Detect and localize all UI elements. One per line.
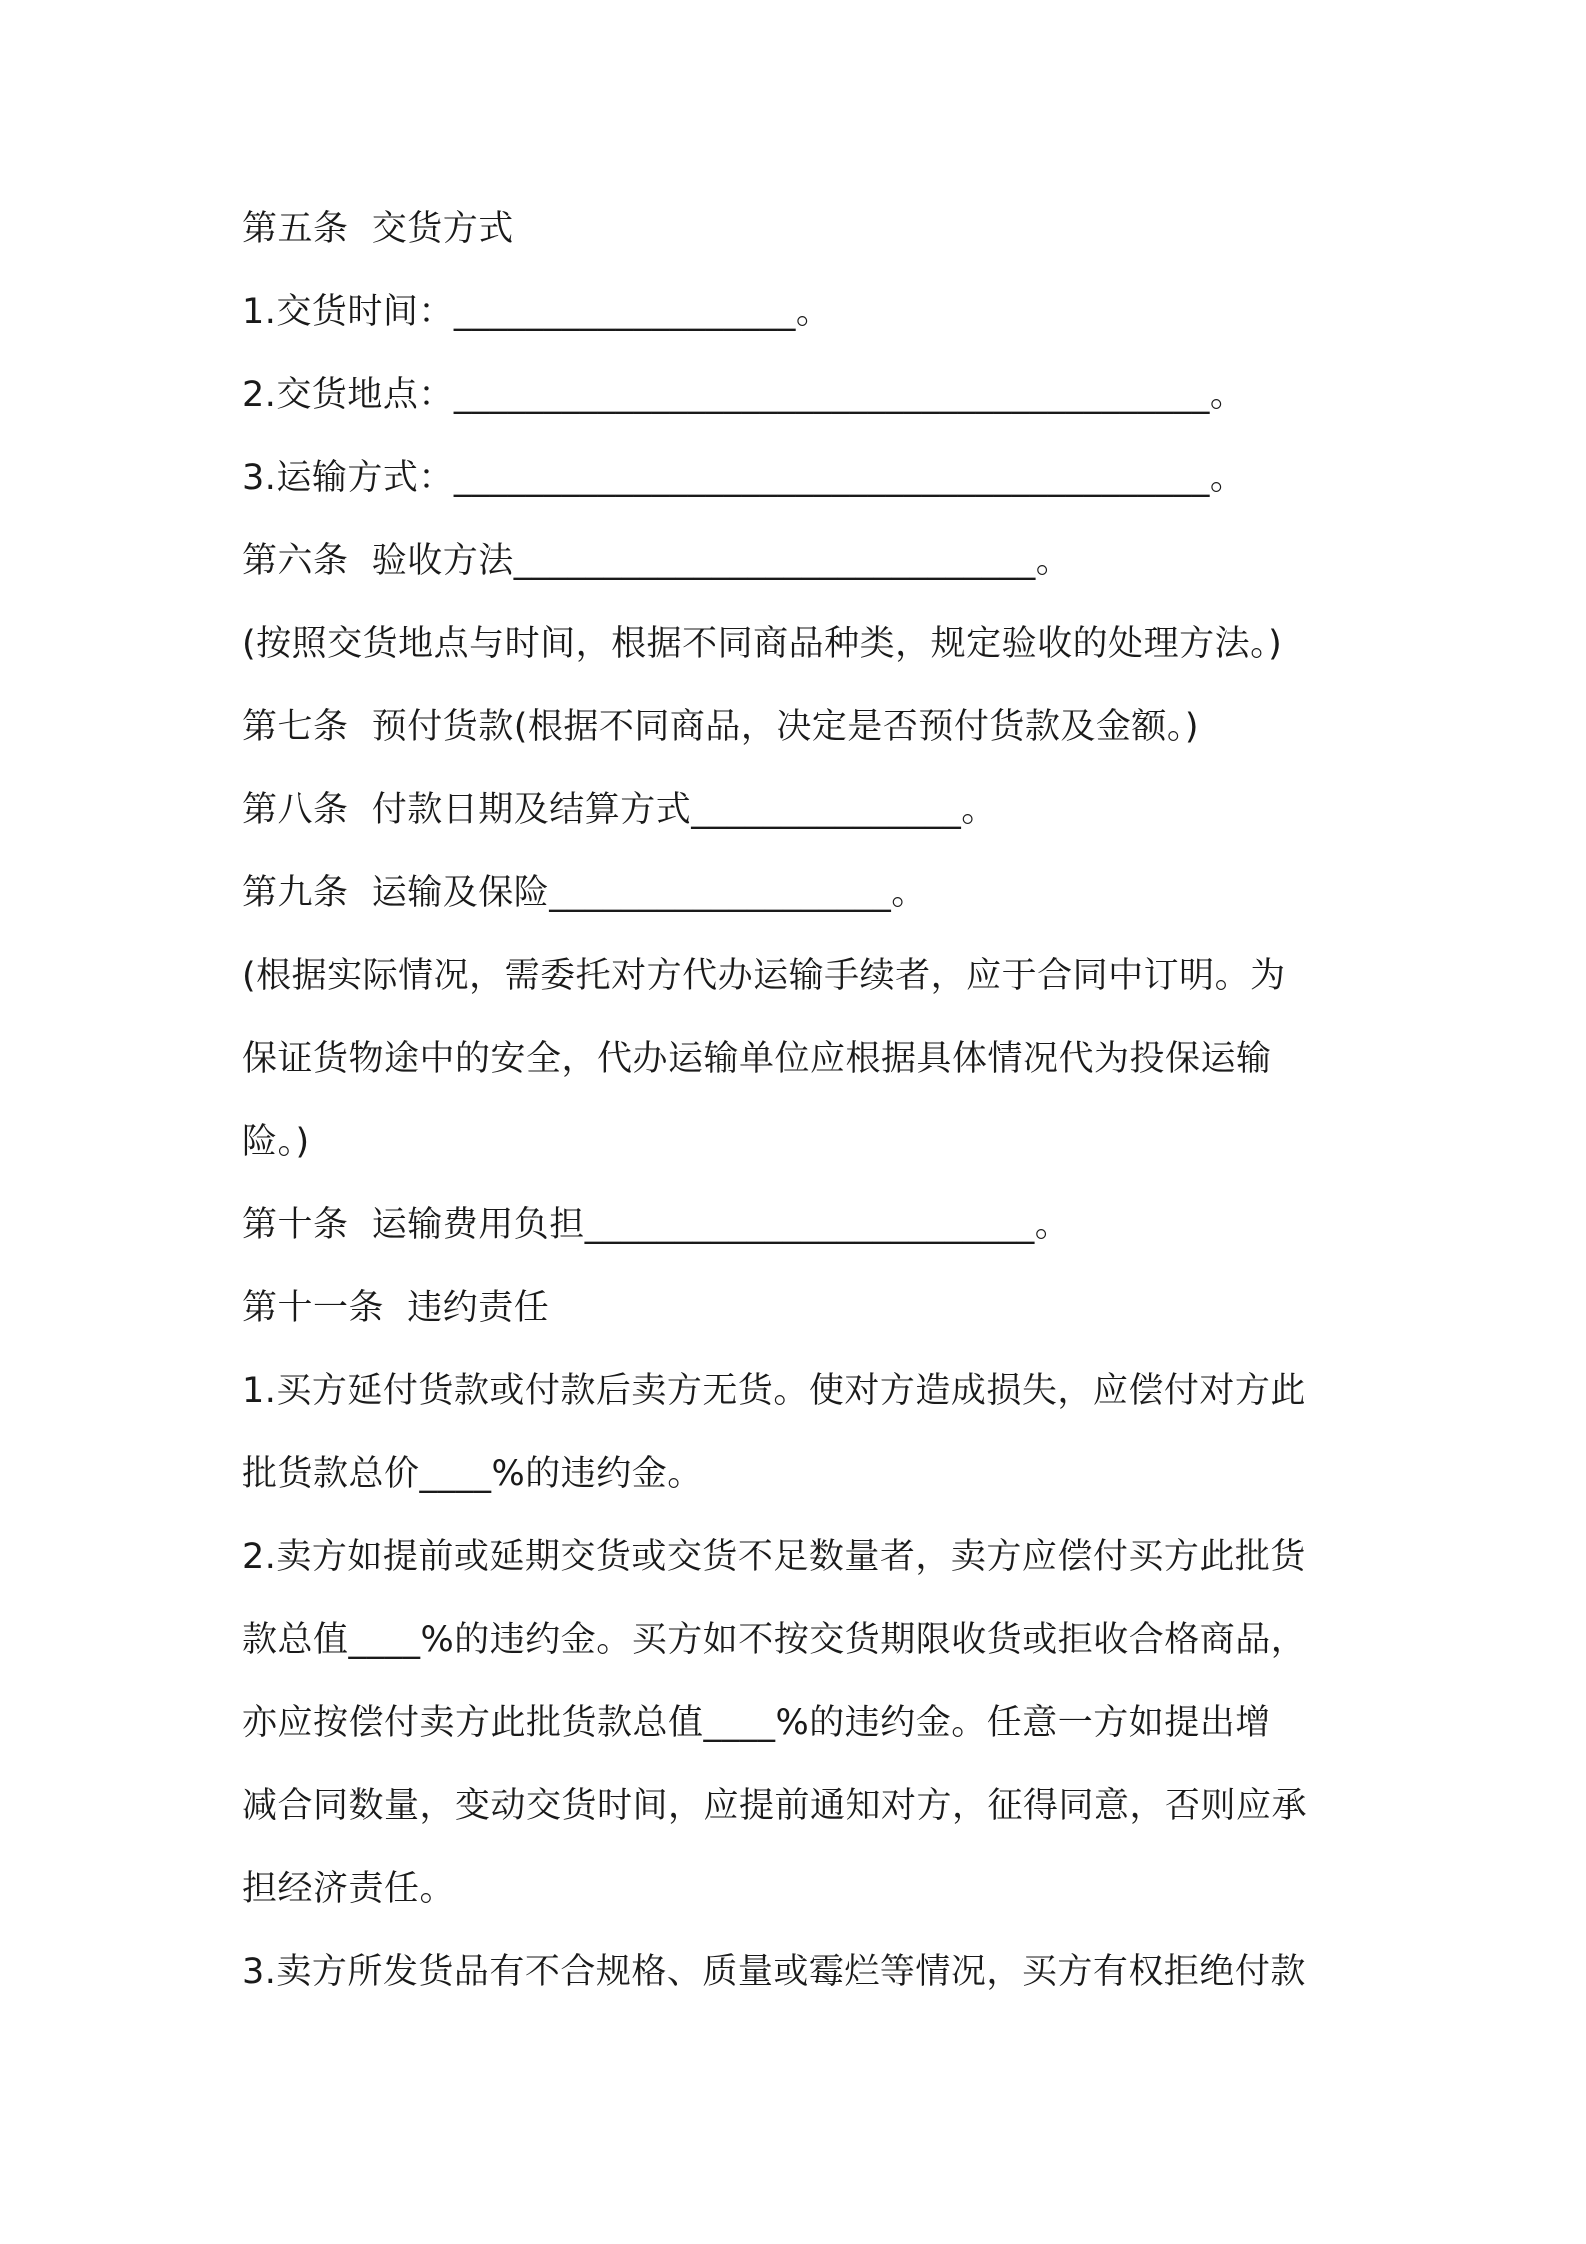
article-11-heading: 第十一条 违约责任 [242,1288,550,1328]
liability-2-line-5: 担经济责任。 [242,1869,456,1909]
article-6-note: (按照交货地点与时间，根据不同商品种类，规定验收的处理方法。) [242,624,1283,664]
liability-1-line-1: 1.买方延付货款或付款后卖方无货。使对方造成损失，应偿付对方此 [242,1371,1306,1411]
article-9-note-line-1: (根据实际情况，需委托对方代办运输手续者，应于合同中订明。为 [242,956,1286,996]
article-10-line: 第十条 运输费用负担_________________________。 [242,1205,1071,1245]
article-9-note-line-3: 险。) [242,1122,310,1162]
article-9-note-line-2: 保证货物途中的安全，代办运输单位应根据具体情况代为投保运输 [242,1039,1272,1079]
transport-mode-line: 3.运输方式：__________________________________________。 [242,458,1246,498]
article-8-line: 第八条 付款日期及结算方式_______________。 [242,790,997,830]
liability-1-line-2: 批货款总价____%的违约金。 [242,1454,703,1494]
article-7-line: 第七条 预付货款(根据不同商品，决定是否预付货款及金额。) [242,707,1200,747]
liability-2-line-2: 款总值____%的违约金。买方如不按交货期限收货或拒收合格商品， [242,1620,1307,1660]
liability-2-line-3: 亦应按偿付卖方此批货款总值____%的违约金。任意一方如提出增 [242,1703,1271,1743]
article-6-line: 第六条 验收方法_____________________________。 [242,541,1072,581]
document-page [242,200,1362,2026]
article-5-heading: 第五条 交货方式 [242,209,514,249]
article-9-line: 第九条 运输及保险___________________。 [242,873,927,913]
liability-2-line-4: 减合同数量，变动交货时间，应提前通知对方，征得同意，否则应承 [242,1786,1308,1826]
liability-2-line-1: 2.卖方如提前或延期交货或交货不足数量者，卖方应偿付买方此批货 [242,1537,1306,1577]
delivery-time-line: 1.交货时间：___________________。 [242,292,832,332]
liability-3-line-1: 3.卖方所发货品有不合规格、质量或霉烂等情况，买方有权拒绝付款 [242,1952,1306,1992]
delivery-place-line: 2.交货地点：__________________________________________。 [242,375,1246,415]
